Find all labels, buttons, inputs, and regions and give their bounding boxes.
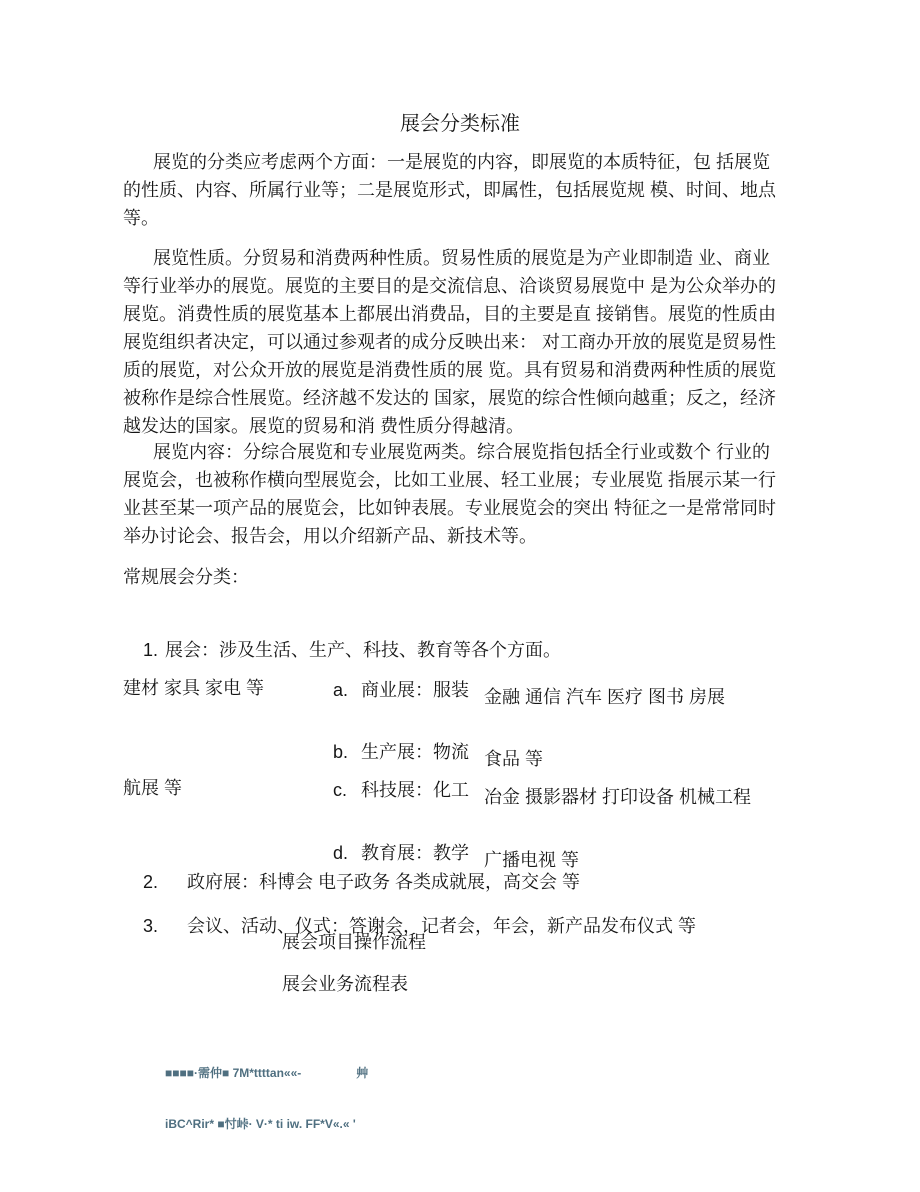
footer-heading-2: 展会业务流程表	[282, 974, 408, 994]
text-line: 举办讨论会、报告会，用以介绍新产品、新技术等。	[123, 526, 537, 546]
text-line: 展览性质。分贸易和消费两种性质。贸易性质的展览是为产业即制造 业、商业	[153, 248, 770, 268]
watermark-line-1	[165, 1065, 368, 1082]
list-item-2-number: 2.	[143, 872, 159, 892]
text-line: 展览。消费性质的展览基本上都展出消费品，目的主要是直 接销售。展览的性质由	[123, 304, 776, 324]
sub-item-c-label: 科技展：化工	[361, 780, 470, 800]
list-item-1-text: 展会：涉及生活、生产、科技、教育等各个方面。	[165, 640, 562, 660]
watermark-line-1-right: 艸	[356, 1066, 369, 1080]
document-title: 展会分类标准	[400, 113, 520, 135]
text-line: 越发达的国家。展览的贸易和消 费性质分得越清。	[123, 416, 524, 436]
watermark	[165, 1031, 368, 1167]
sub-item-d-label: 教育展：教学	[361, 843, 470, 863]
list-item-1-number: 1.	[143, 640, 159, 660]
footer-heading-1: 展会项目操作流程	[282, 932, 426, 952]
text-line: 展览组织者决定，可以通过参观者的成分反映出来： 对工商办开放的展览是贸易性	[123, 332, 776, 352]
text-line: 业甚至某一项产品的展览会，比如钟表展。专业展览会的突出 特征之一是常常同时	[123, 498, 776, 518]
paragraph-2	[123, 244, 823, 440]
text-line: 展览的分类应考虑两个方面：一是展览的内容，即展览的本质特征，包 括展览	[153, 152, 770, 172]
sub-item-a-continuation: 建材 家具 家电 等	[123, 678, 265, 698]
list-item-3-text: 会议、活动、仪式：答谢会，记者会，年会，新产品发布仪式 等	[187, 916, 697, 936]
list-item-2-text: 政府展：科博会 电子政务 各类成就展，高交会 等	[187, 872, 581, 892]
paragraph-3	[123, 438, 823, 550]
text-line: 等行业举办的展览。展览的主要目的是交流信息、洽谈贸易展览中 是为公众举办的	[123, 276, 776, 296]
text-line: 质的展览，对公众开放的展览是消费性质的展 览。具有贸易和消费两种性质的展览	[123, 360, 776, 380]
sub-item-d-letter: d.	[333, 843, 349, 863]
sub-item-a-label: 商业展：服装	[361, 680, 470, 700]
sub-item-a-letter: a.	[333, 680, 349, 700]
sub-item-c-continuation: 航展 等	[123, 778, 183, 798]
text-line: 展览会，也被称作横向型展览会，比如工业展、轻工业展；专业展览 指展示某一行	[123, 470, 776, 490]
sub-item-d-tail: 广播电视 等	[484, 850, 580, 870]
sub-item-b-label: 生产展：物流	[361, 742, 470, 762]
text-line: 展览内容：分综合展览和专业展览两类。综合展览指包括全行业或数个 行业的	[153, 442, 770, 462]
sub-item-c-tail: 冶金 摄影器材 打印设备 机械工程	[484, 787, 752, 807]
sub-item-c-letter: c.	[333, 780, 348, 800]
text-line: 被称作是综合性展览。经济越不发达的 国家，展览的综合性倾向越重；反之，经济	[123, 388, 776, 408]
watermark-line-2: iBC^Rir* ■忖峠· V·* ti iw. FF*V«.« '	[165, 1117, 356, 1131]
paragraph-1	[123, 148, 823, 232]
sub-item-b-letter: b.	[333, 742, 349, 762]
text-line: 等。	[123, 208, 159, 228]
section-heading: 常规展会分类：	[123, 567, 249, 587]
sub-item-a-tail: 金融 通信 汽车 医疗 图书 房展	[484, 687, 726, 707]
list-item-3-number: 3.	[143, 916, 159, 936]
sub-item-b-tail: 食品 等	[484, 749, 544, 769]
watermark-line-1-left: ■■■■·需仲■ 7M*ttttan««-	[165, 1066, 302, 1080]
text-line: 的性质、内容、所属行业等；二是展览形式，即属性，包括展览规 模、时间、地点	[123, 180, 776, 200]
